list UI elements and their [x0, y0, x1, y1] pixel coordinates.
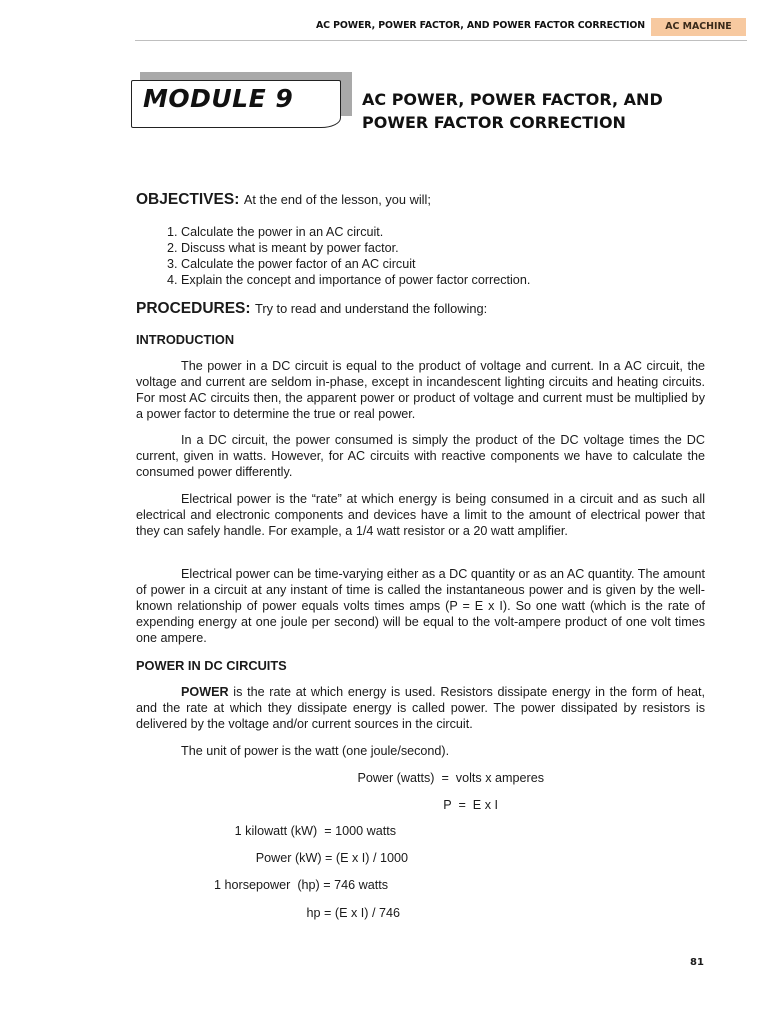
intro-paragraph-2: In a DC circuit, the power consumed is simply the product of the DC voltage times the DC current, given in watts. However, for AC circuits with reactive components we have to calculate the consumed power differently. — [136, 433, 705, 479]
objectives-list — [136, 225, 530, 289]
objectives-heading-line — [136, 191, 431, 209]
introduction-heading: INTRODUCTION — [136, 332, 235, 347]
chapter-title — [362, 88, 722, 134]
equation-line: hp = (E x I) / 746 — [306, 906, 400, 920]
dc-power-paragraph — [136, 685, 705, 733]
objective-item: 1. Calculate the power in an AC circuit. — [181, 225, 530, 241]
intro-paragraph-3: Electrical power is the “rate” at which energy is being consumed in a circuit and as such all electrical and electronic components and devices have a limit to the amount of electrical power that they can safely handle. For example, a 1/4 watt resistor or a 20 watt amplifier. — [136, 492, 705, 538]
running-header-badge: AC MACHINE — [651, 18, 746, 36]
equation-line: P = E x I — [443, 798, 498, 812]
intro-paragraph-1: The power in a DC circuit is equal to the product of voltage and current. In a AC circuit, the voltage and current are seldom in-phase, except in incandescent lighting circuits and heating circuits. For most AC circuits then, the apparent power or product of voltage and current must be multiplied by a power factor to determine the true or real power. — [136, 359, 705, 421]
page-number: 81 — [690, 957, 704, 968]
equation-line: 1 kilowatt (kW) = 1000 watts — [234, 824, 396, 838]
running-header-title: AC POWER, POWER FACTOR, AND POWER FACTOR CORRECTION — [315, 20, 645, 31]
objective-item: 3. Calculate the power factor of an AC circuit — [181, 257, 530, 273]
equation-line: Power (kW) = (E x I) / 1000 — [255, 851, 408, 865]
module-label: MODULE 9 — [143, 84, 294, 113]
chapter-title-line1: AC POWER, POWER FACTOR, AND — [362, 90, 663, 109]
procedures-lead: Try to read and understand the following: — [255, 301, 488, 316]
objectives-heading: OBJECTIVES: — [136, 191, 240, 208]
objective-item: 2. Discuss what is meant by power factor. — [181, 241, 530, 257]
equation-line: Power (watts) = volts x amperes — [357, 771, 544, 785]
intro-paragraph-4: Electrical power can be time-varying either as a DC quantity or as an AC quantity. The amount of power in a circuit at any instant of time is called the instantaneous power and is given by the well-known relationship of power equals volts times amps (P = E x I). So one watt (which is the rate of expending energy at one joule per second) will be equal to the volt-ampere product of one volt times one ampere. — [136, 567, 705, 645]
objective-item: 4. Explain the concept and importance of power factor correction. — [181, 273, 530, 289]
dc-power-heading: POWER IN DC CIRCUITS — [136, 658, 287, 673]
power-keyword: POWER — [181, 685, 229, 699]
chapter-title-line2: POWER FACTOR CORRECTION — [362, 113, 626, 132]
dc-power-paragraph-text: is the rate at which energy is used. Resistors dissipate energy in the form of heat, and the rate at which they dissipate energy is called power. The power dissipated by resistors is delivered by the voltage and/or current sources in the circuit. — [136, 685, 705, 731]
procedures-heading: PROCEDURES: — [136, 300, 251, 317]
header-divider — [135, 40, 747, 41]
procedures-heading-line — [136, 300, 487, 318]
objectives-lead: At the end of the lesson, you will; — [243, 192, 431, 207]
unit-of-power-line: The unit of power is the watt (one joule/second). — [181, 744, 450, 758]
equation-line: 1 horsepower (hp) = 746 watts — [214, 878, 388, 892]
